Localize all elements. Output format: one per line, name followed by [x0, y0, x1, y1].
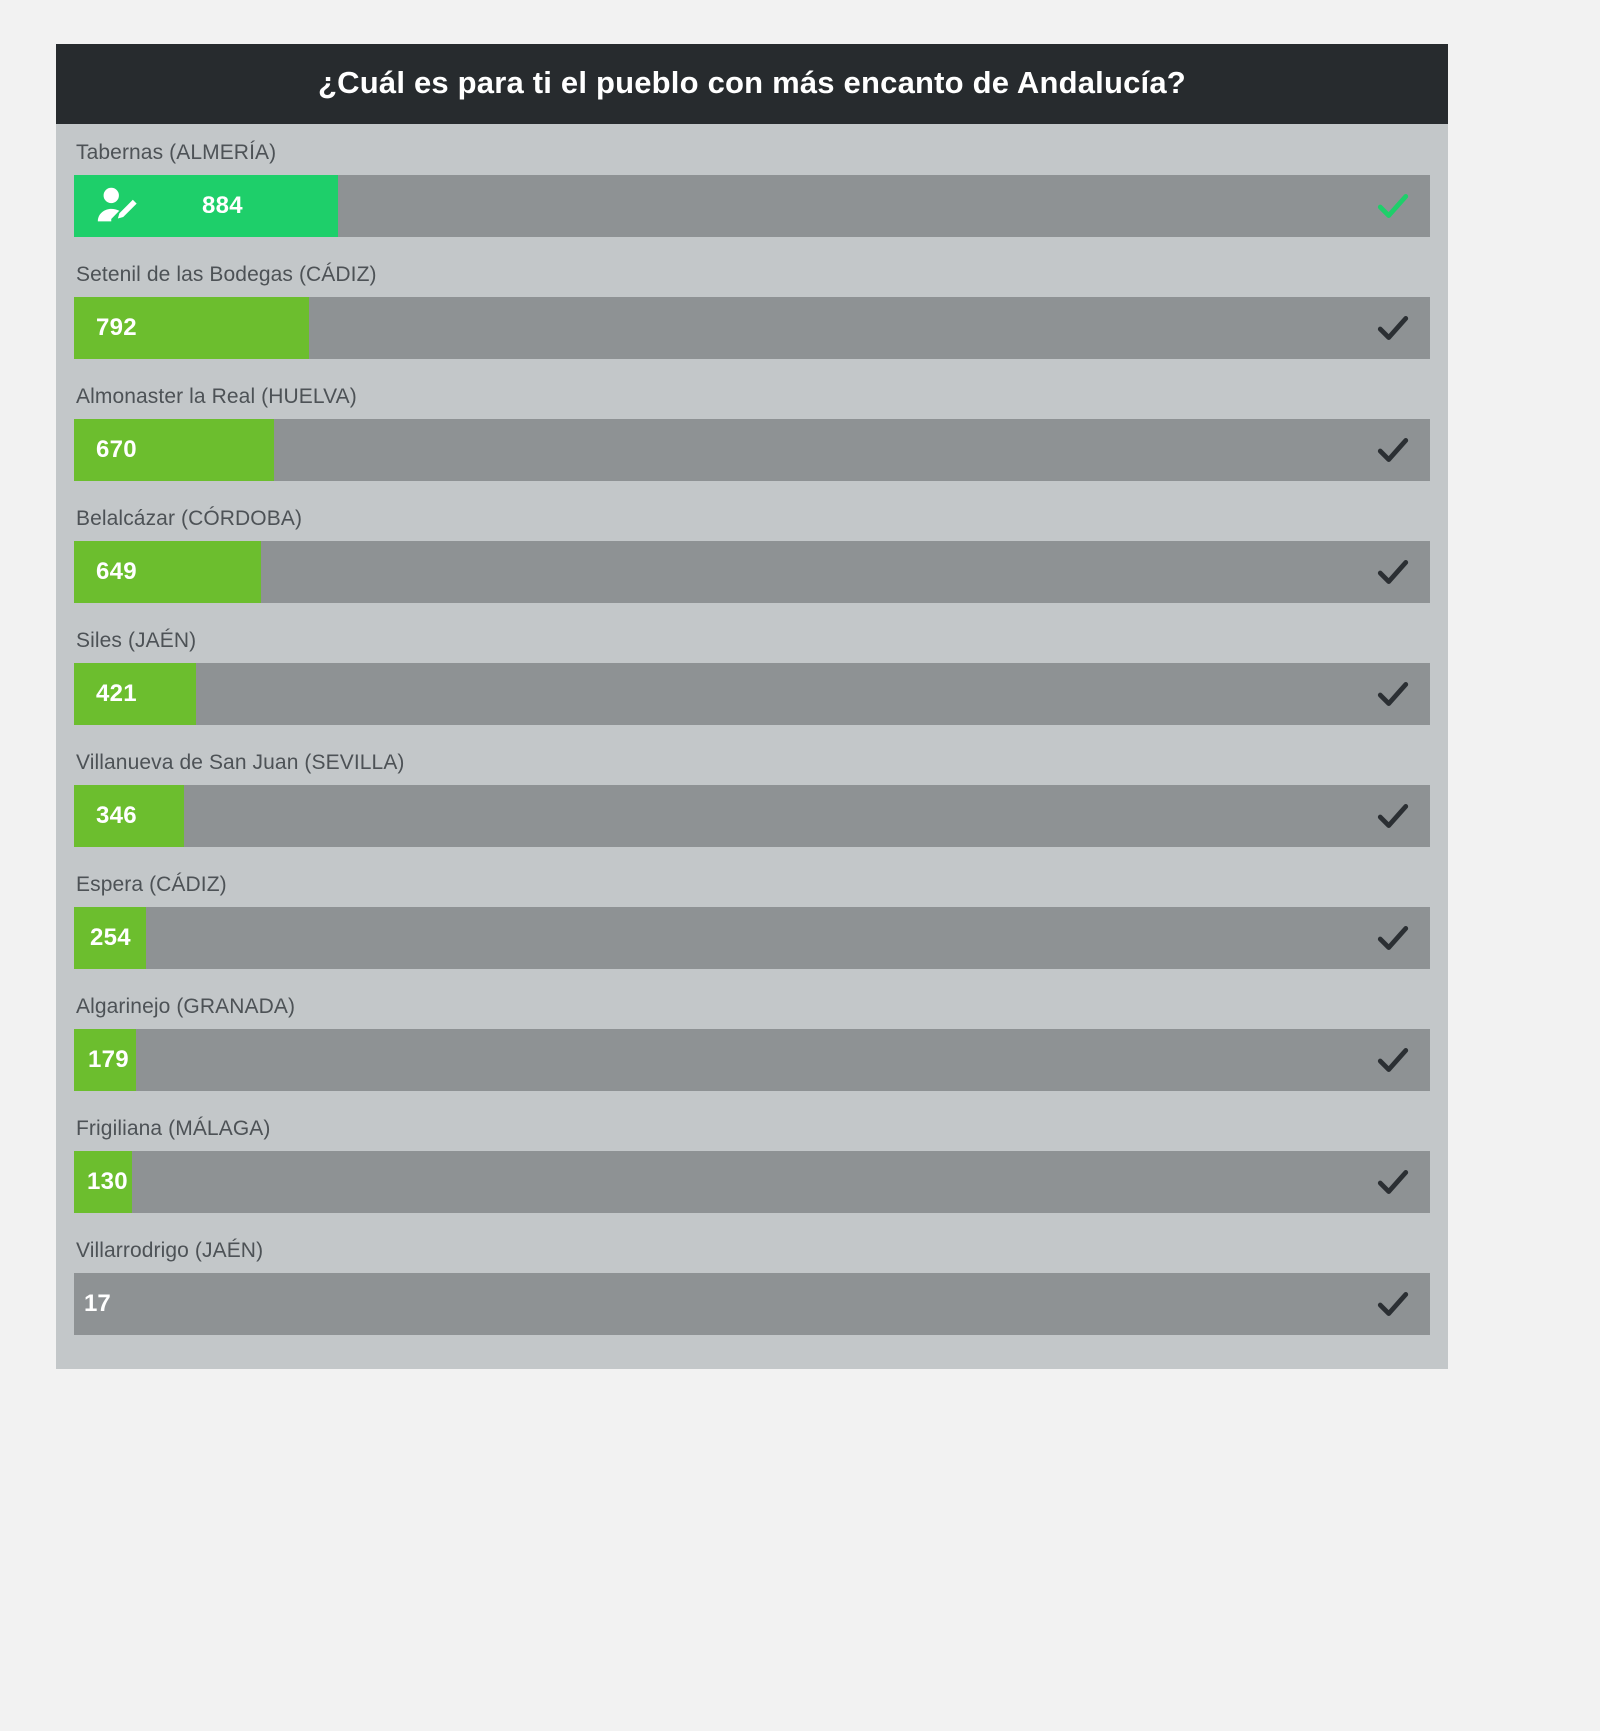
poll-card [56, 44, 1448, 1369]
list-item[interactable] [74, 134, 1430, 237]
bar-fill [74, 907, 146, 969]
check-icon[interactable] [1376, 1287, 1410, 1321]
bar-track[interactable] [74, 1273, 1430, 1335]
vote-count: 254 [90, 924, 131, 951]
check-icon[interactable] [1376, 799, 1410, 833]
option-label: Siles (JAÉN) [76, 629, 197, 652]
list-item[interactable] [74, 622, 1430, 725]
voter-icon [94, 183, 140, 229]
check-icon[interactable] [1376, 677, 1410, 711]
bar-fill [74, 175, 338, 237]
bar-fill [74, 419, 274, 481]
bar-fill [74, 297, 309, 359]
vote-count: 130 [87, 1168, 128, 1195]
option-label: Espera (CÁDIZ) [76, 873, 227, 896]
bar-fill [74, 785, 184, 847]
check-icon[interactable] [1376, 1043, 1410, 1077]
option-label: Almonaster la Real (HUELVA) [76, 385, 357, 408]
bar-track[interactable] [74, 1029, 1430, 1091]
bar-track[interactable] [74, 541, 1430, 603]
bar-fill [74, 663, 196, 725]
list-item[interactable] [74, 256, 1430, 359]
vote-count: 670 [96, 436, 137, 463]
bar-track[interactable] [74, 297, 1430, 359]
option-label: Setenil de las Bodegas (CÁDIZ) [76, 263, 377, 286]
check-icon[interactable] [1376, 1165, 1410, 1199]
vote-count: 179 [88, 1046, 129, 1073]
vote-count: 346 [96, 802, 137, 829]
list-item[interactable] [74, 866, 1430, 969]
bar-fill [74, 1151, 132, 1213]
bar-track[interactable] [74, 419, 1430, 481]
check-icon[interactable] [1376, 555, 1410, 589]
vote-count: 884 [202, 192, 243, 219]
bar-track[interactable] [74, 1151, 1430, 1213]
option-label: Villarrodrigo (JAÉN) [76, 1239, 264, 1262]
bar-track[interactable] [74, 175, 1430, 237]
bar-fill [74, 541, 261, 603]
option-label: Tabernas (ALMERÍA) [76, 141, 277, 164]
vote-count: 17 [84, 1290, 111, 1317]
list-item[interactable] [74, 378, 1430, 481]
poll-question: ¿Cuál es para ti el pueblo con más encanto de Andalucía? [56, 44, 1448, 124]
vote-count: 792 [96, 314, 137, 341]
bar-fill [74, 1029, 136, 1091]
list-item[interactable] [74, 988, 1430, 1091]
bar-track[interactable] [74, 785, 1430, 847]
option-label: Villanueva de San Juan (SEVILLA) [76, 751, 405, 774]
check-icon[interactable] [1376, 189, 1410, 223]
option-label: Algarinejo (GRANADA) [76, 995, 296, 1018]
check-icon[interactable] [1376, 921, 1410, 955]
check-icon[interactable] [1376, 433, 1410, 467]
vote-count: 649 [96, 558, 137, 585]
poll-options-list [56, 124, 1448, 1369]
check-icon[interactable] [1376, 311, 1410, 345]
list-item[interactable] [74, 500, 1430, 603]
list-item[interactable] [74, 1232, 1430, 1335]
vote-count: 421 [96, 680, 137, 707]
bar-track[interactable] [74, 907, 1430, 969]
option-label: Belalcázar (CÓRDOBA) [76, 507, 303, 530]
list-item[interactable] [74, 744, 1430, 847]
bar-track[interactable] [74, 663, 1430, 725]
option-label: Frigiliana (MÁLAGA) [76, 1117, 271, 1140]
list-item[interactable] [74, 1110, 1430, 1213]
